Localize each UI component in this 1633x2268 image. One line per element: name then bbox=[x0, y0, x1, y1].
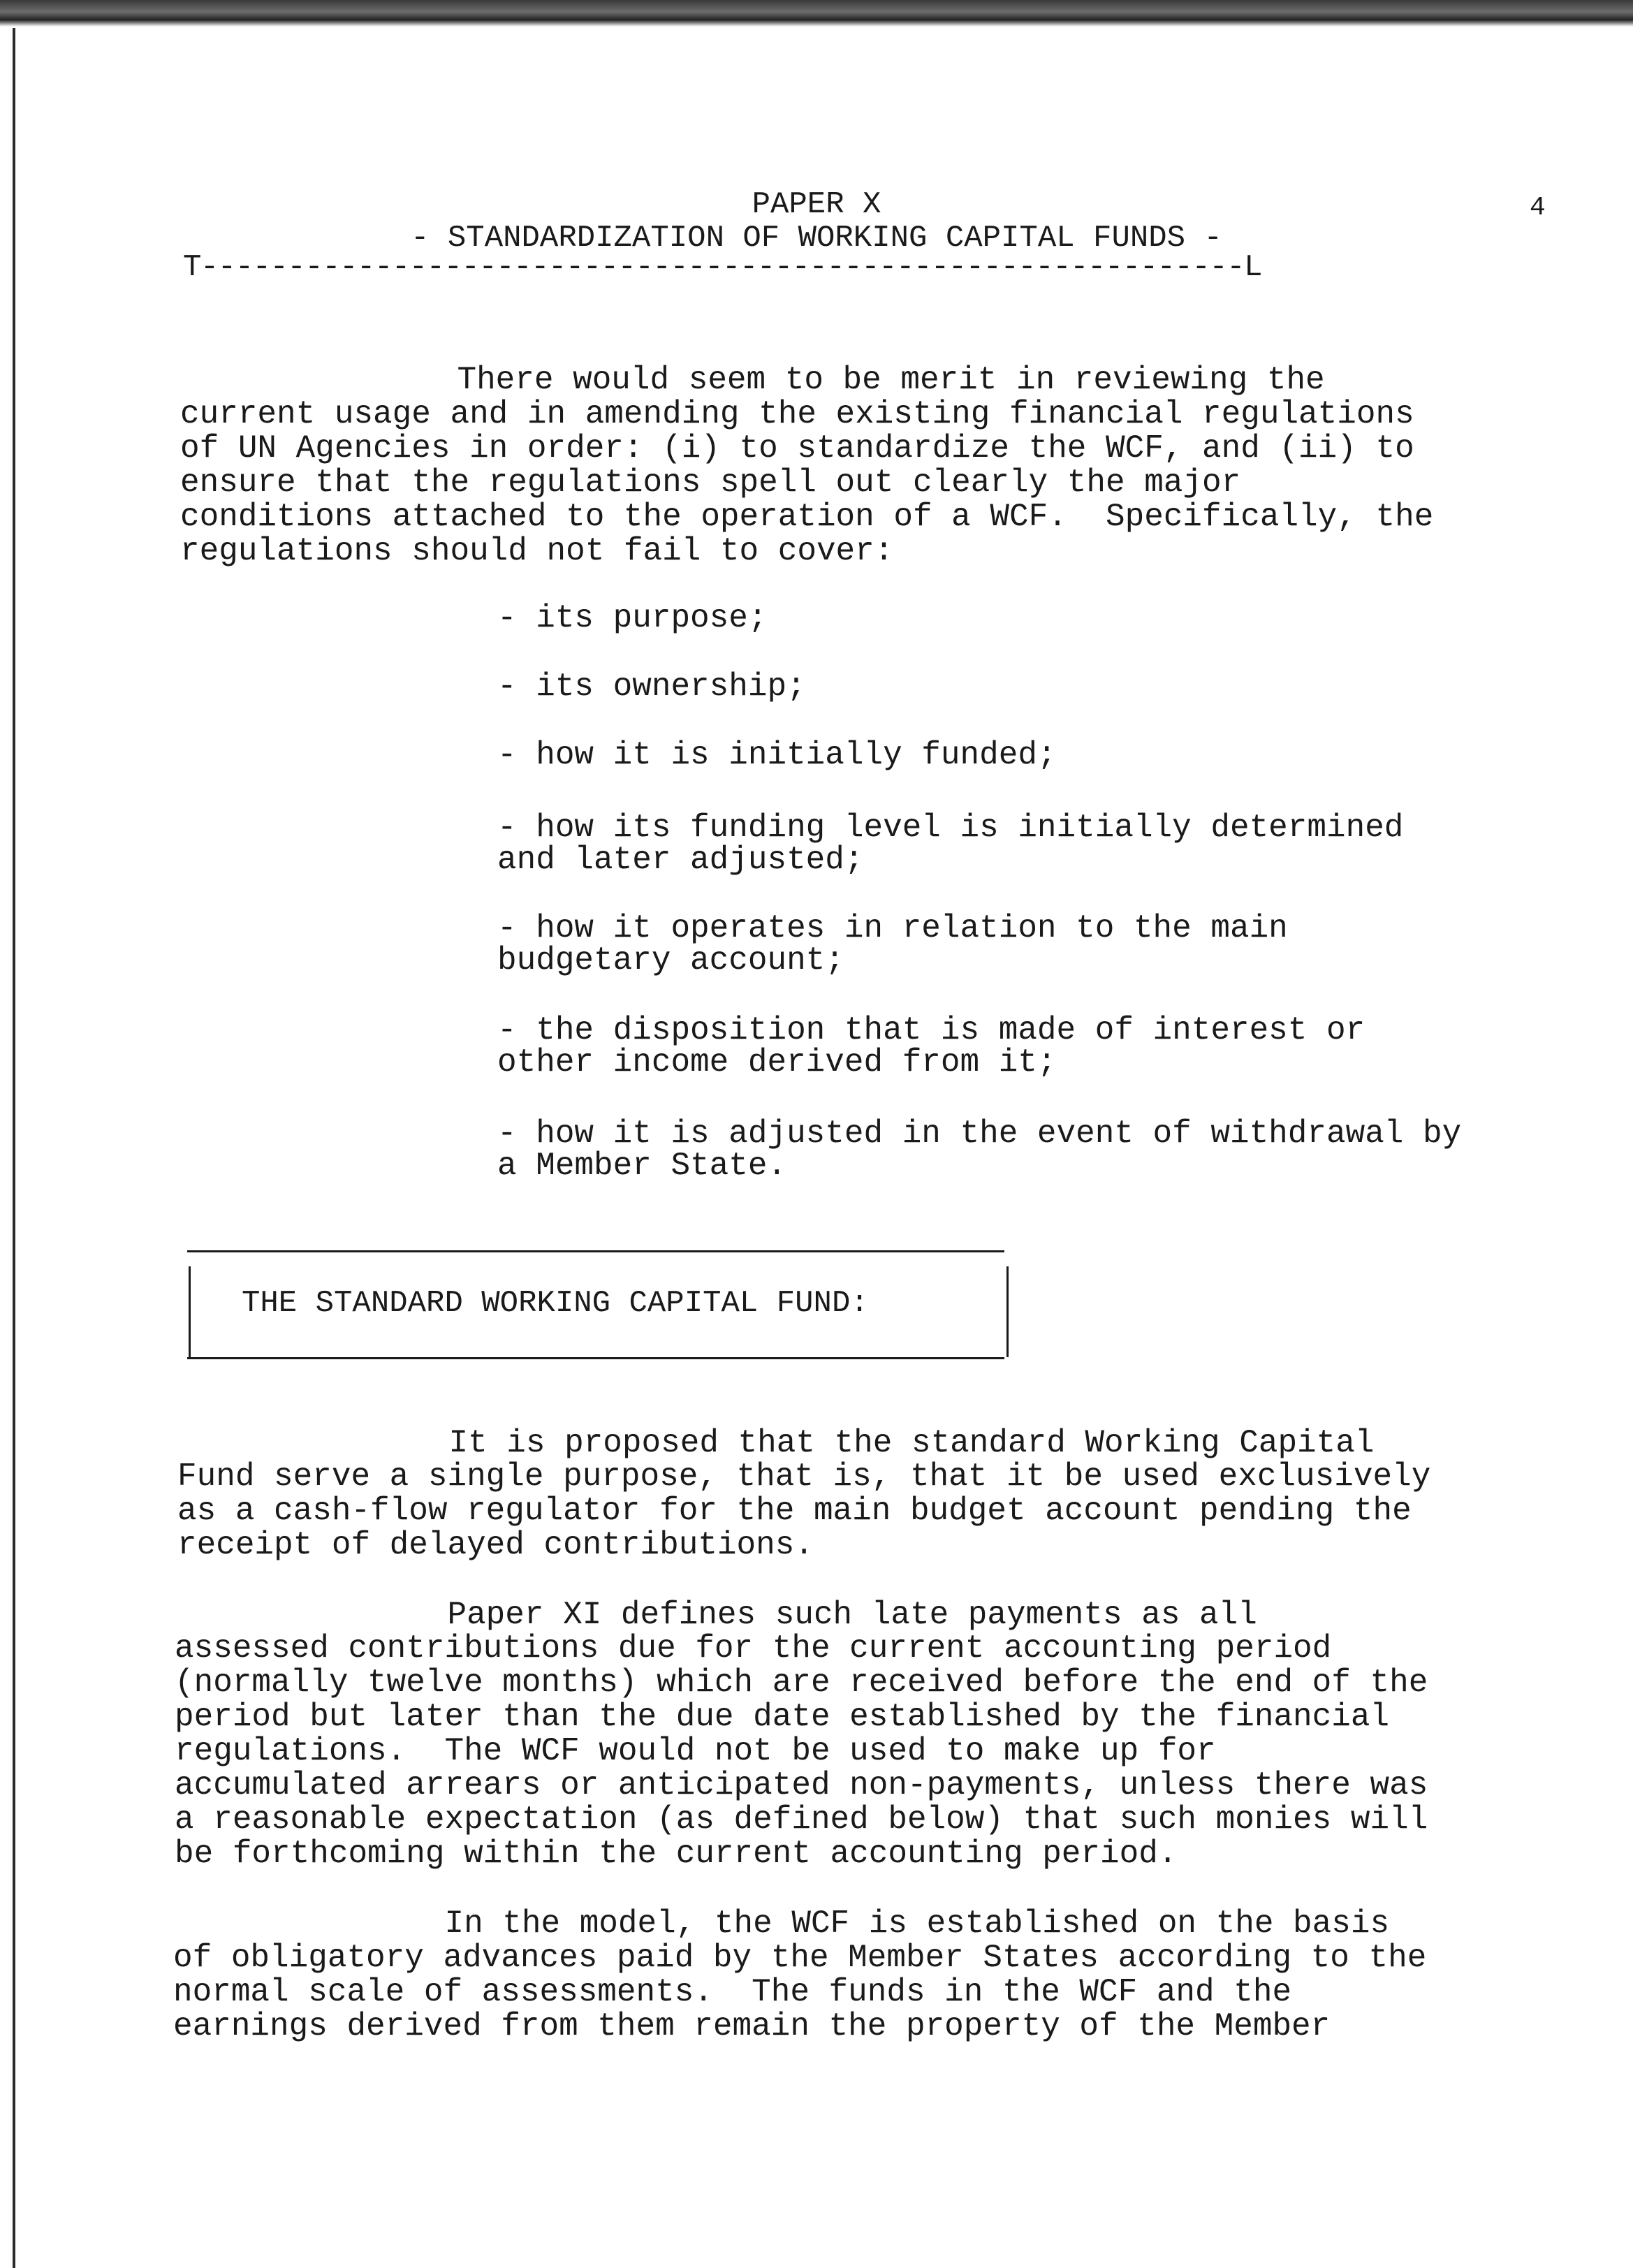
section-heading: THE STANDARD WORKING CAPITAL FUND: bbox=[242, 1286, 869, 1321]
list-item: - the disposition that is made of interest or bbox=[497, 1012, 1365, 1048]
text-line: regulations should not fail to cover: bbox=[180, 533, 894, 569]
text-line: (normally twelve months) which are received before the end of the bbox=[175, 1665, 1428, 1701]
page-number: 4 bbox=[1530, 193, 1546, 223]
list-item: a Member State. bbox=[497, 1148, 787, 1184]
list-item: - its ownership; bbox=[497, 668, 806, 705]
text-line: as a cash-flow regulator for the main budget account pending the bbox=[177, 1493, 1412, 1529]
text-line: a reasonable expectation (as defined below) that such monies will bbox=[175, 1801, 1428, 1838]
text-line: be forthcoming within the current accounting period. bbox=[175, 1836, 1178, 1872]
text-line: conditions attached to the operation of a WCF. Specifically, the bbox=[180, 499, 1434, 535]
text-line: earnings derived from them remain the property of the Member bbox=[173, 2008, 1331, 2044]
list-item: budgetary account; bbox=[497, 942, 844, 979]
text-line: current usage and in amending the existing financial regulations bbox=[180, 396, 1414, 432]
text-line: period but later than the due date established by the financial bbox=[175, 1699, 1390, 1735]
list-item: - its purpose; bbox=[497, 600, 768, 636]
text-line: There would seem to be merit in reviewing the bbox=[187, 362, 1325, 398]
scan-left-edge bbox=[13, 28, 15, 2268]
page-title: PAPER X bbox=[752, 187, 881, 222]
text-line: assessed contributions due for the current accounting period bbox=[175, 1630, 1332, 1667]
text-line: of UN Agencies in order: (i) to standardize the WCF, and (ii) to bbox=[180, 430, 1414, 467]
header-rule: T------------------------------------------------------------L bbox=[183, 250, 1262, 285]
section-heading-box bbox=[187, 1250, 1004, 1359]
text-line: Fund serve a single purpose, that is, that it be used exclusively bbox=[177, 1458, 1431, 1495]
list-item: - how it is adjusted in the event of withdrawal by bbox=[497, 1115, 1462, 1152]
text-line: regulations. The WCF would not be used to make up for bbox=[175, 1733, 1216, 1769]
list-item: - how its funding level is initially determined bbox=[497, 810, 1404, 846]
list-item: - how it is initially funded; bbox=[497, 737, 1057, 773]
text-line: It is proposed that the standard Working Capital bbox=[179, 1425, 1375, 1461]
list-item: - how it operates in relation to the main bbox=[497, 910, 1288, 946]
text-line: normal scale of assessments. The funds in the WCF and the bbox=[173, 1974, 1292, 2010]
text-line: In the model, the WCF is established on the basis bbox=[175, 1905, 1390, 1942]
box-right-border bbox=[1006, 1266, 1009, 1357]
text-line: accumulated arrears or anticipated non-payments, unless there was bbox=[175, 1767, 1428, 1804]
list-item: other income derived from it; bbox=[497, 1044, 1057, 1081]
text-line: receipt of delayed contributions. bbox=[177, 1527, 814, 1563]
text-line: Paper XI defines such late payments as all bbox=[177, 1597, 1257, 1633]
page-subtitle: - STANDARDIZATION OF WORKING CAPITAL FUNDS - bbox=[411, 221, 1222, 256]
text-line: of obligatory advances paid by the Member States according to the bbox=[173, 1940, 1427, 1976]
scan-top-edge bbox=[0, 0, 1633, 27]
box-left-border bbox=[189, 1266, 191, 1357]
list-item: and later adjusted; bbox=[497, 842, 864, 878]
text-line: ensure that the regulations spell out clearly the major bbox=[180, 464, 1241, 501]
